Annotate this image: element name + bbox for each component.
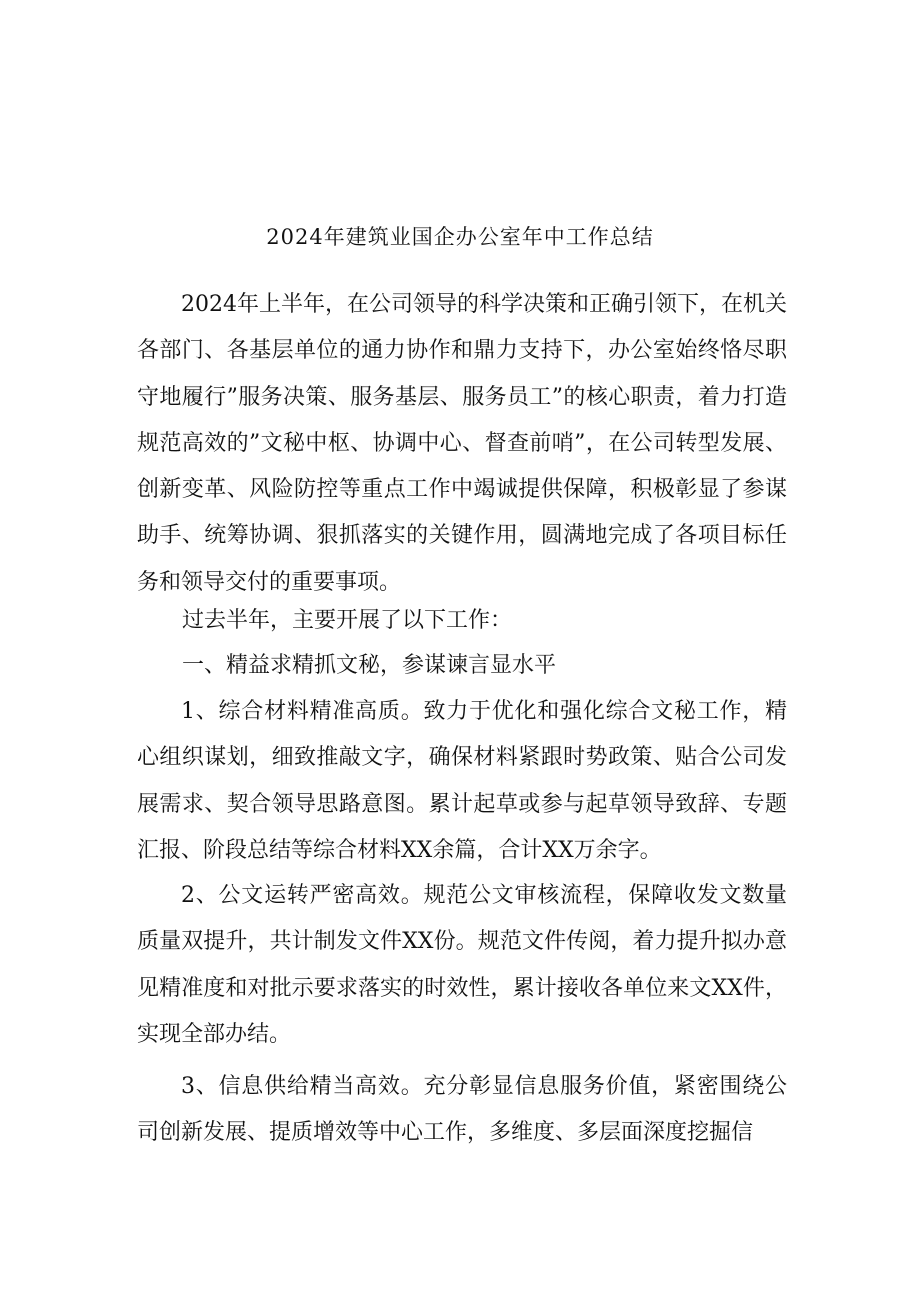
item-3-paragraph: 3、信息供给精当高效。充分彰显信息服务价值，紧密围绕公司创新发展、提质增效等中心工作，多维度、多层面深度挖掘信 [137, 1074, 787, 1146]
intro-paragraph: 2024年上半年，在公司领导的科学决策和正确引领下，在机关各部门、各基层单位的通力协作和鼎力支持下，办公室始终恪尽职守地履行”服务决策、服务基层、服务员工”的核心职责，着力打造规范高效的”文秘中枢、协调中心、督查前哨”，在公司转型发展、创新变革、风险防控等重点工作中竭诚提供保障，积极彰显了参谋助手、统筹协调、狠抓落实的关键作用，圆满地完成了各项目标任务和领导交付的重要事项。 [137, 292, 787, 595]
document-title: 2024年建筑业国企办公室年中工作总结 [266, 225, 654, 249]
section-1-heading: 一、精益求精抓文秘，参谋谏言显水平 [182, 653, 557, 678]
past-half-paragraph: 过去半年，主要开展了以下工作： [182, 608, 513, 633]
item-2-paragraph: 2、公文运转严密高效。规范公文审核流程，保障收发文数量质量双提升，共计制发文件XX份。规范文件传阅，着力提升拟办意见精准度和对批示要求落实的时效性，累计接收各单位来文XX件，实现全部办结。 [137, 883, 787, 1047]
item-1-paragraph: 1、综合材料精准高质。致力于优化和强化综合文秘工作，精心组织谋划，细致推敲文字，确保材料紧跟时势政策、贴合公司发展需求、契合领导思路意图。累计起草或参与起草领导致辞、专题汇报、阶段总结等综合材料XX余篇，合计XX万余字。 [137, 699, 787, 863]
